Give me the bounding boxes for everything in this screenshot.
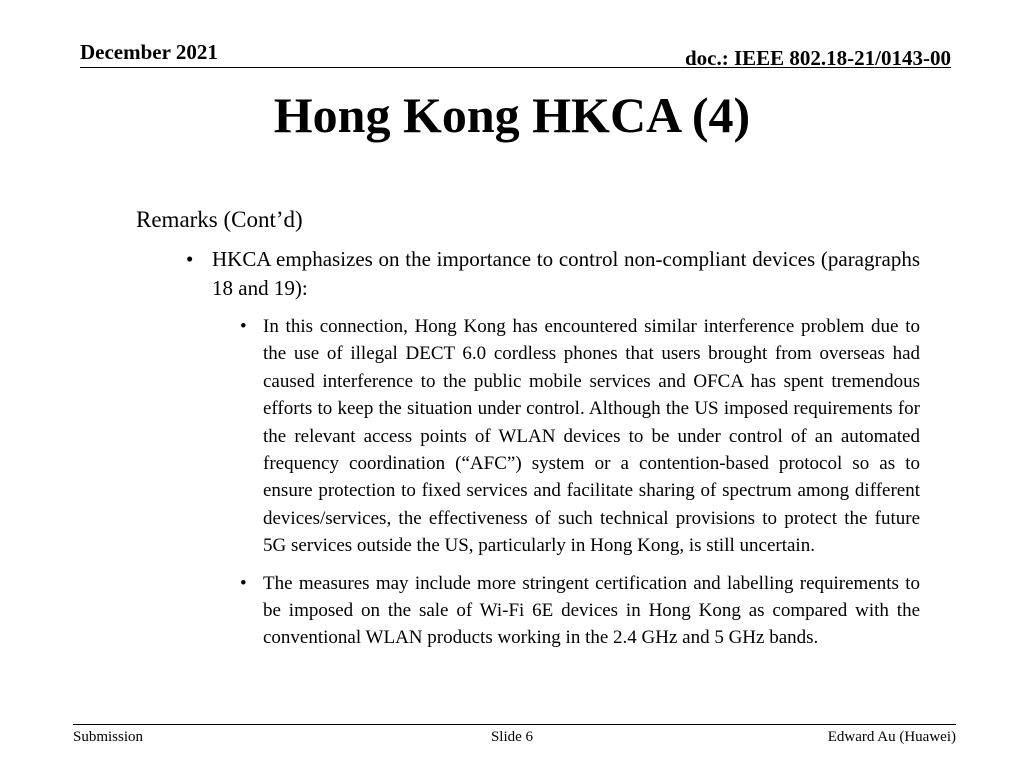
footer-divider (73, 724, 956, 725)
sub-bullet-measures: • The measures may include more stringent certification and labelling requirements to be imposed on the sale of Wi-Fi 6E devices in Hong Kong as compared with the conventional WLAN products working in the 2.4 GHz and 5 GHz bands. (263, 570, 920, 652)
header-date: December 2021 (80, 40, 218, 64)
slide-body (136, 205, 920, 652)
remarks-heading: Remarks (Cont’d) (136, 207, 303, 232)
footer-author: Edward Au (Huawei) (827, 729, 956, 745)
sub-bullet-interference: • In this connection, Hong Kong has encountered similar interference problem due to the use of illegal DECT 6.0 cordless phones that users brought from overseas had caused interference to the public mobile services and OFCA has spent tremendous efforts to keep the situation under control. Although the US imposed requirements for the relevant access points of WLAN devices to be under control of an automated frequency coordination (“AFC”) system or a contention-based protocol so as to ensure protection to fixed services and facilitate sharing of spectrum among different devices/services, the effectiveness of such technical provisions to protect the future 5G services outside the US, particularly in Hong Kong, is still uncertain. (263, 313, 920, 560)
bullet-level1: • HKCA emphasizes on the importance to control non-compliant devices (paragraphs 18 and 19): (212, 245, 920, 303)
slide-title: Hong Kong HKCA (4) (273, 87, 751, 143)
footer-submission: Submission (73, 729, 144, 745)
header-divider (80, 67, 951, 68)
footer-slide-number: Slide 6 (490, 729, 534, 745)
header-doc-id: doc.: IEEE 802.18-21/0143-00 (684, 46, 951, 70)
